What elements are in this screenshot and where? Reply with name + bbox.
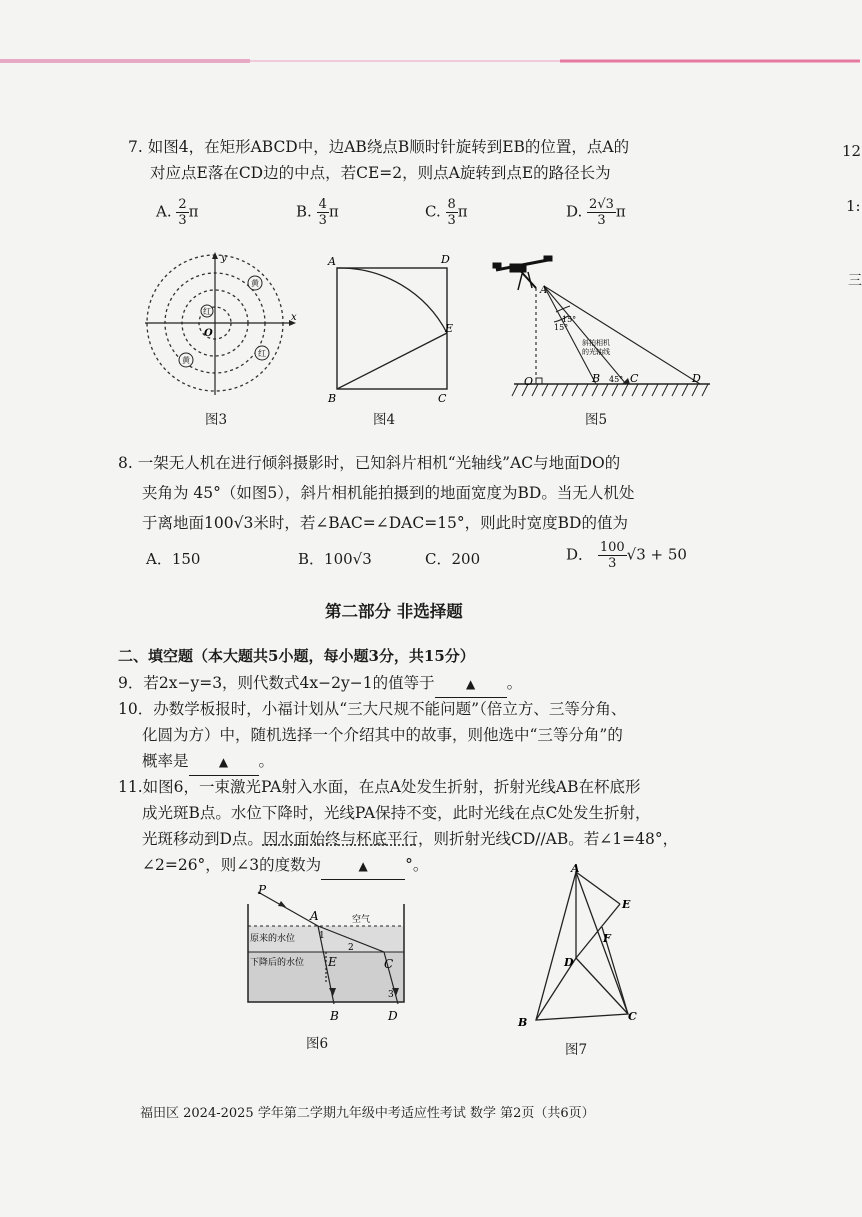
fig5-label-d: D bbox=[692, 372, 701, 385]
top-border-strip bbox=[0, 52, 860, 62]
q10-line2: 化圆为方）中，随机选择一个介绍其中的故事，则他选中“三等分角”的 bbox=[142, 726, 623, 744]
fig6-label-b: B bbox=[330, 1009, 339, 1023]
q11-line1: 11.如图6，一束激光PA射入水面，在点A处发生折射，折射光线AB在杯底形 bbox=[118, 778, 641, 796]
fig7-label-d: D bbox=[564, 956, 574, 969]
fig6-label-e: E bbox=[328, 955, 337, 969]
fig7-label-b: B bbox=[518, 1016, 528, 1029]
section-two-heading: 二、填空题（本大题共5小题，每小题3分，共15分） bbox=[118, 647, 475, 665]
q7-option-d: D. $\frac{2√3}{3}$ π bbox=[566, 197, 626, 228]
figure-3-caption: 图3 bbox=[205, 412, 228, 428]
q7-option-a: A. $\frac{2}{3}$ π bbox=[156, 197, 199, 228]
fig5-label-o: O bbox=[524, 375, 534, 388]
part-two-heading: 第二部分 非选择题 bbox=[325, 602, 463, 621]
fig5-angle-15b: 15° bbox=[554, 323, 569, 332]
figure-7-triangle bbox=[512, 862, 662, 1032]
q8-line3: 于离地面100√3米时，若∠BAC=∠DAC=15°，则此时宽度BD的值为 bbox=[142, 514, 628, 532]
fig4-label-e: E bbox=[445, 322, 454, 335]
margin-fragment-12: 12 bbox=[842, 142, 862, 160]
page-footer: 福田区 2024-2025 学年第二学期九年级中考适应性考试 数学 第2页（共6页） bbox=[140, 1106, 595, 1121]
fig7-label-f: F bbox=[603, 932, 611, 945]
fig4-label-a: A bbox=[328, 255, 336, 268]
fig6-air-label: 空气 bbox=[352, 915, 371, 925]
q7-line2: 对应点E落在CD边的中点，若CE=2，则点A旋转到点E的路径长为 bbox=[150, 164, 611, 182]
fig4-label-d: D bbox=[441, 253, 450, 266]
fig5-angle-15a: 15° bbox=[562, 315, 577, 324]
q9: 9．若2x−y=3，则代数式4x−2y−1的值等于 ▲ 。 bbox=[118, 670, 522, 698]
fig6-label-d: D bbox=[388, 1009, 398, 1023]
fig3-label-yellow2: 黄 bbox=[182, 356, 190, 365]
q10-line3: 概率是 ▲ 。 bbox=[142, 748, 274, 776]
fig3-label-yellow1: 黄 bbox=[251, 279, 259, 288]
fig6-original-level-label: 原来的水位 bbox=[250, 934, 296, 944]
q7-option-b: B. $\frac{4}{3}$ π bbox=[296, 197, 339, 228]
fig6-label-a: A bbox=[310, 909, 319, 923]
fig6-angle-2: 2 bbox=[348, 943, 354, 953]
fig3-x-label: x bbox=[291, 312, 297, 323]
q11-emphasis: 因水面始终与杯底平行 bbox=[262, 830, 418, 848]
fig7-label-c: C bbox=[628, 1010, 637, 1023]
q11-answer-blank[interactable]: ▲ bbox=[321, 853, 405, 880]
q10-line1: 10．办数学板报时，小福计划从“三大尺规不能问题”（倍立方、三等分角、 bbox=[118, 700, 627, 718]
fig5-axis-label1: 斜拍相机 bbox=[582, 339, 610, 347]
fig6-label-p: P bbox=[258, 883, 267, 897]
figure-3-circles bbox=[140, 250, 310, 400]
fig6-lowered-level-label: 下降后的水位 bbox=[250, 958, 305, 968]
q8-line2: 夹角为 45°（如图5），斜片相机能拍摄到的地面宽度为BD。当无人机处 bbox=[142, 484, 635, 502]
margin-fragment-13: 1: bbox=[846, 197, 861, 215]
fraction: $\frac{2√3}{3}$ bbox=[589, 197, 614, 228]
fig5-label-a: A bbox=[540, 285, 548, 296]
fig3-label-red1: 红 bbox=[203, 307, 211, 316]
q8-option-b: B．100√3 bbox=[298, 550, 372, 568]
figure-4-rectangle bbox=[325, 250, 465, 405]
fig5-angle-45: 45° bbox=[609, 375, 624, 384]
fig3-label-red2: 红 bbox=[258, 349, 266, 358]
fig6-label-c: C bbox=[384, 957, 394, 971]
figure-6-caption: 图6 bbox=[306, 1036, 329, 1052]
figure-6-laser-cup bbox=[238, 880, 428, 1026]
fraction: $\frac{2}{3}$ bbox=[178, 197, 187, 228]
q7-line1: 7. 如图4，在矩形ABCD中，边AB绕点B顺时针旋转到EB的位置，点A的 bbox=[128, 138, 630, 156]
q8-option-a: A．150 bbox=[146, 550, 201, 568]
fig4-label-b: B bbox=[328, 392, 337, 405]
q8-option-c: C．200 bbox=[425, 550, 481, 568]
figure-5-drone bbox=[488, 250, 718, 405]
q10-answer-blank[interactable]: ▲ bbox=[189, 749, 259, 776]
figure-4-caption: 图4 bbox=[373, 412, 396, 428]
figure-5-caption: 图5 bbox=[585, 412, 608, 428]
fig6-angle-1: 1 bbox=[319, 931, 325, 941]
q11-line4: ∠2=26°，则∠3的度数为 ▲ °。 bbox=[142, 852, 428, 880]
fig5-label-c: C bbox=[630, 372, 639, 385]
q8-line1: 8. 一架无人机在进行倾斜摄影时，已知斜片相机“光轴线”AC与地面DO的 bbox=[118, 454, 621, 472]
q11-line2: 成光斑B点。水位下降时，光线PA保持不变，此时光线在点C处发生折射， bbox=[142, 804, 651, 822]
q8-option-d: D． $\frac{100}{3}$ √3 + 50 bbox=[566, 540, 687, 571]
fig4-label-c: C bbox=[438, 392, 447, 405]
fig7-label-e: E bbox=[622, 898, 631, 911]
q7-option-c: C. $\frac{8}{3}$ π bbox=[425, 197, 468, 228]
fig5-label-b: B bbox=[592, 372, 601, 385]
fraction: $\frac{8}{3}$ bbox=[447, 197, 456, 228]
fig6-angle-3: 3 bbox=[388, 990, 394, 1000]
q11-line3: 光斑移动到D点。因水面始终与杯底平行，则折射光线CD//AB。若∠1=48°， bbox=[142, 830, 679, 848]
q9-answer-blank[interactable]: ▲ bbox=[435, 671, 507, 698]
fraction: $\frac{100}{3}$ bbox=[599, 540, 625, 571]
fig7-label-a: A bbox=[571, 862, 580, 875]
fraction: $\frac{4}{3}$ bbox=[318, 197, 327, 228]
fig3-y-label: y bbox=[221, 253, 227, 264]
fig5-axis-label2: 的光轴线 bbox=[582, 348, 610, 356]
figure-7-caption: 图7 bbox=[565, 1042, 588, 1058]
fig3-origin-label: O bbox=[204, 328, 213, 339]
margin-fragment-3: 三 bbox=[848, 273, 862, 289]
